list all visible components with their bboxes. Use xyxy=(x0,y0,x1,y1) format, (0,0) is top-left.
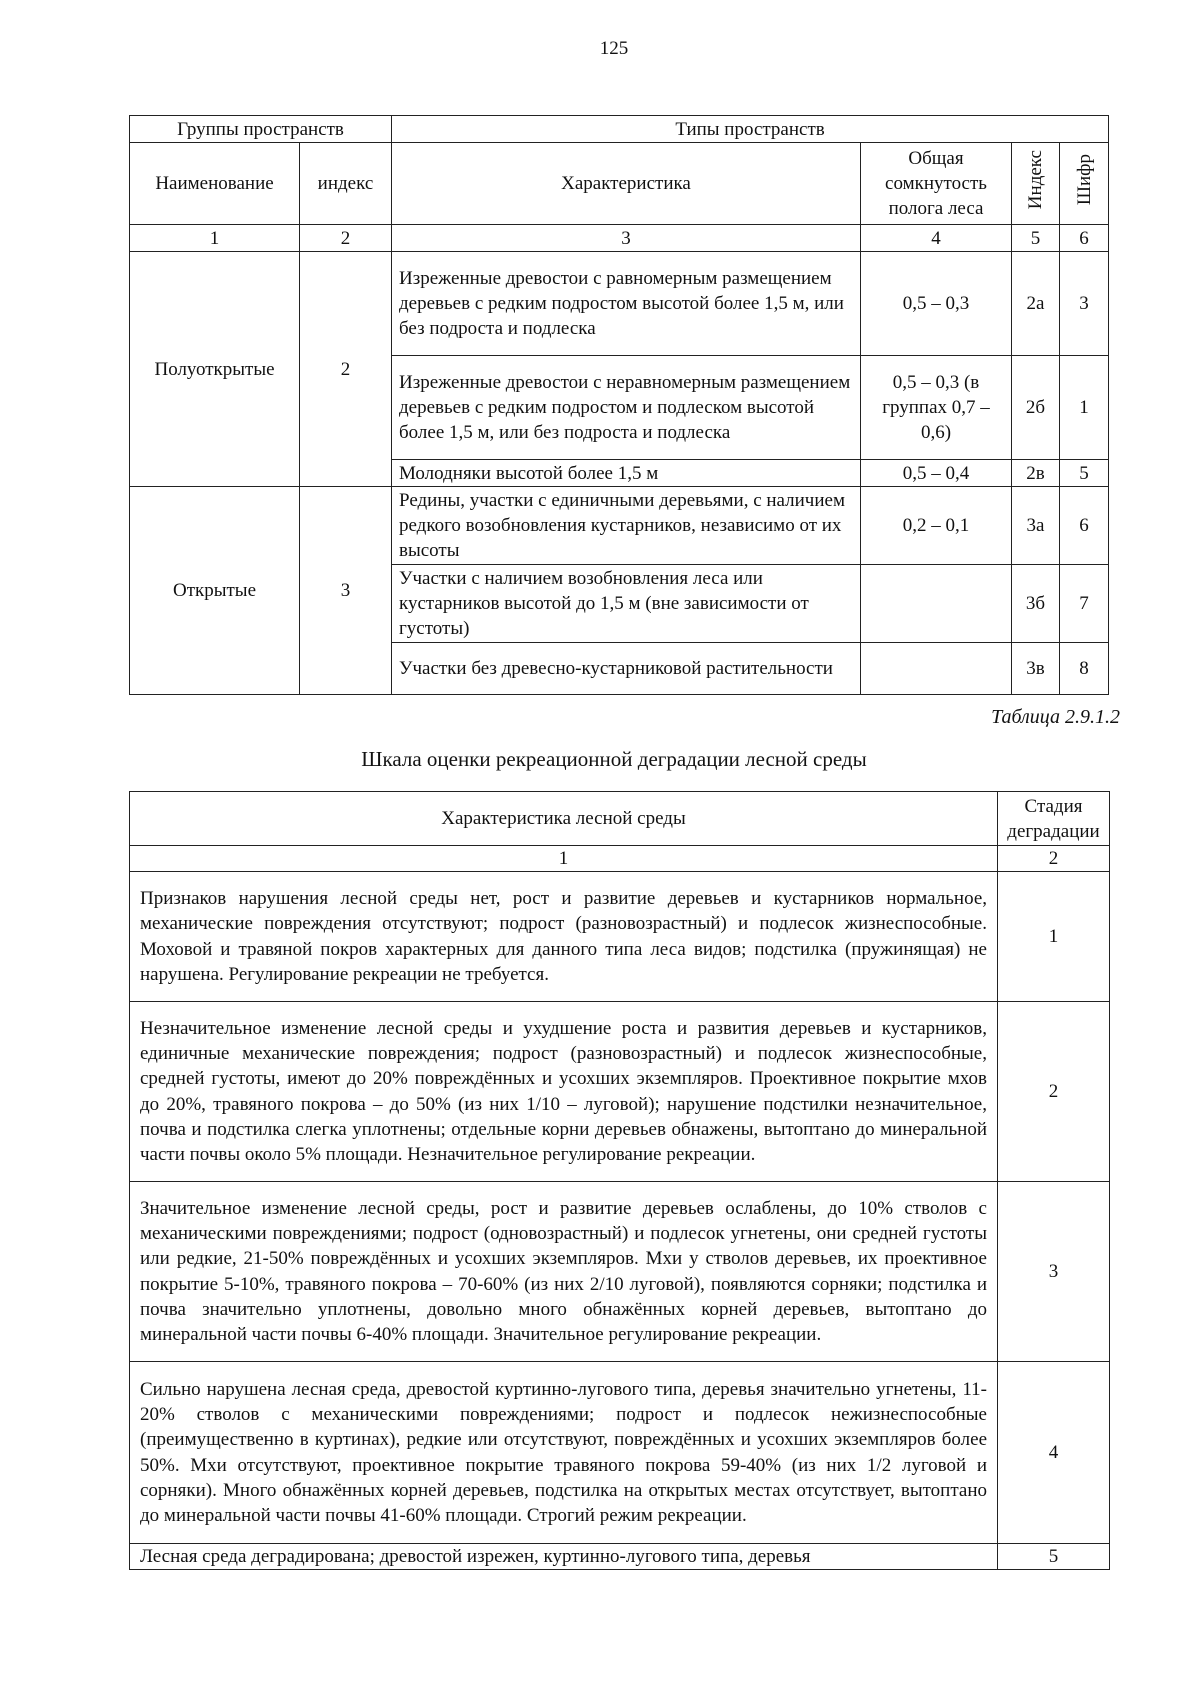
index-cell: 3б xyxy=(1012,565,1060,643)
column-numbers-row xyxy=(130,225,1109,252)
canopy-cell xyxy=(861,643,1012,695)
index-cell: 3в xyxy=(1012,643,1060,695)
characteristic-cell: Участки без древесно-кустарниковой растительности xyxy=(392,643,861,695)
header-code-vertical: Шифр xyxy=(1060,143,1109,225)
stage-cell: 2 xyxy=(998,1002,1110,1182)
characteristic-cell: Изреженные древостои с равномерным размещением деревьев с редким подростом высотой более 1,5 м, или без подроста и подлеска xyxy=(392,252,861,356)
header-name: Наименование xyxy=(130,143,300,225)
canopy-cell: 0,2 – 0,1 xyxy=(861,487,1012,565)
characteristic-cell: Редины, участки с единичными деревьями, с наличием редкого возобновления кустарников, независимо от их высоты xyxy=(392,487,861,565)
characteristic-cell: Участки с наличием возобновления леса или кустарников высотой до 1,5 м (вне зависимости от густоты) xyxy=(392,565,861,643)
code-cell: 1 xyxy=(1060,356,1109,460)
table-row xyxy=(130,1544,1110,1570)
spaces-table xyxy=(129,115,1109,695)
table-number: Таблица 2.9.1.2 xyxy=(991,706,1120,728)
description-cell: Признаков нарушения лесной среды нет, рост и развитие деревьев и кустарников нормальное, механические повреждения отсутствуют; подрост (разновозрастный) и подлесок жизнеспособные. Моховой и травяной покров характерных для данного типа леса видов; подстилка (пружинящая) не нарушена. Регулирование рекреации не требуется. xyxy=(130,872,998,1002)
group-name: Открытые xyxy=(130,487,300,695)
col-number: 2 xyxy=(300,225,392,252)
index-cell: 2в xyxy=(1012,460,1060,487)
index-cell: 2а xyxy=(1012,252,1060,356)
characteristic-cell: Молодняки высотой более 1,5 м xyxy=(392,460,861,487)
canopy-cell: 0,5 – 0,3 (в группах 0,7 – 0,6) xyxy=(861,356,1012,460)
characteristic-cell: Изреженные древостои с неравномерным размещением деревьев с редким подростом и подлеском высотой более 1,5 м, или без подроста и подлеска xyxy=(392,356,861,460)
code-cell: 8 xyxy=(1060,643,1109,695)
group-name: Полуоткрытые xyxy=(130,252,300,487)
degradation-scale-table xyxy=(129,791,1110,1570)
stage-cell: 1 xyxy=(998,872,1110,1002)
index-cell: 3а xyxy=(1012,487,1060,565)
description-cell: Значительное изменение лесной среды, рост и развитие деревьев ослаблены, до 10% стволов с механическими повреждениями; подрост (одновозрастный) и подлесок угнетены, они средней густоты или редкие, 21-50% повреждённых и усохших экземпляров. Мхи у стволов деревьев, их проективное покрытие 5-10%, травяного покрова – 70-60% (из них 2/10 луговой), появляются сорняки; подстилка и почва значительно уплотнены, довольно много обнажённых корней деревьев, вытоптано до минеральной части почвы 6-40% площади. Значительное регулирование рекреации. xyxy=(130,1182,998,1362)
code-cell: 5 xyxy=(1060,460,1109,487)
code-cell: 3 xyxy=(1060,252,1109,356)
header-canopy: Общая сомкнутость полога леса xyxy=(861,143,1012,225)
column-numbers-row xyxy=(130,846,1110,872)
canopy-cell: 0,5 – 0,3 xyxy=(861,252,1012,356)
page-number: 125 xyxy=(599,38,629,59)
description-cell: Незначительное изменение лесной среды и ухудшение роста и развития деревьев и кустарников, единичные механические повреждения; подрост (разновозрастный) и подлесок жизнеспособные, средней густоты, имеют до 20% повреждённых и усохших экземпляров. Проективное покрытие мхов до 20%, травяного покрова – до 50% (из них 1/10 – луговой); нарушение подстилки незначительное, почва и подстилка слегка уплотнены; отдельные корни деревьев обнажены, вытоптано до минеральной части почвы около 5% площади. Незначительное регулирование рекреации. xyxy=(130,1002,998,1182)
col-number: 4 xyxy=(861,225,1012,252)
col-number: 2 xyxy=(998,846,1110,872)
header-index: индекс xyxy=(300,143,392,225)
header-space-types: Типы пространств xyxy=(392,116,1109,143)
table-row xyxy=(130,872,1110,1002)
group-index: 3 xyxy=(300,487,392,695)
col-number: 6 xyxy=(1060,225,1109,252)
table-title: Шкала оценки рекреационной деградации лесной среды xyxy=(361,747,867,771)
canopy-cell xyxy=(861,565,1012,643)
table-row xyxy=(130,1002,1110,1182)
table-row xyxy=(130,487,1109,565)
stage-cell: 3 xyxy=(998,1182,1110,1362)
col-number: 3 xyxy=(392,225,861,252)
table-row xyxy=(130,1362,1110,1544)
index-cell: 2б xyxy=(1012,356,1060,460)
description-cell: Сильно нарушена лесная среда, древостой куртинно-лугового типа, деревья значительно угнетены, 11-20% стволов с механическими повреждениями; подрост и подлесок нежизнеспособные (преимущественно в куртинах), редкие или отсутствуют, повреждённых и усохших экземпляров более 50%. Мхи отсутствуют, проективное покрытие травяного покрова 59-40% (из них 1/2 луговой и сорняки). Много обнажённых корней деревьев, подстилка на открытых местах отсутствует, вытоптано до минеральной части почвы 41-60% площади. Строгий режим рекреации. xyxy=(130,1362,998,1544)
canopy-cell: 0,5 – 0,4 xyxy=(861,460,1012,487)
col-number: 5 xyxy=(1012,225,1060,252)
code-cell: 7 xyxy=(1060,565,1109,643)
group-index: 2 xyxy=(300,252,392,487)
table-row xyxy=(130,252,1109,356)
header-forest-characteristic: Характеристика лесной среды xyxy=(130,792,998,846)
header-characteristic: Характеристика xyxy=(392,143,861,225)
col-number: 1 xyxy=(130,846,998,872)
header-space-groups: Группы пространств xyxy=(130,116,392,143)
code-cell: 6 xyxy=(1060,487,1109,565)
header-degradation-stage: Стадия деградации xyxy=(998,792,1110,846)
stage-cell: 5 xyxy=(998,1544,1110,1570)
col-number: 1 xyxy=(130,225,300,252)
stage-cell: 4 xyxy=(998,1362,1110,1544)
header-index-vertical: Индекс xyxy=(1012,143,1060,225)
table-row xyxy=(130,1182,1110,1362)
description-cell: Лесная среда деградирована; древостой изрежен, куртинно-лугового типа, деревья xyxy=(130,1544,998,1570)
